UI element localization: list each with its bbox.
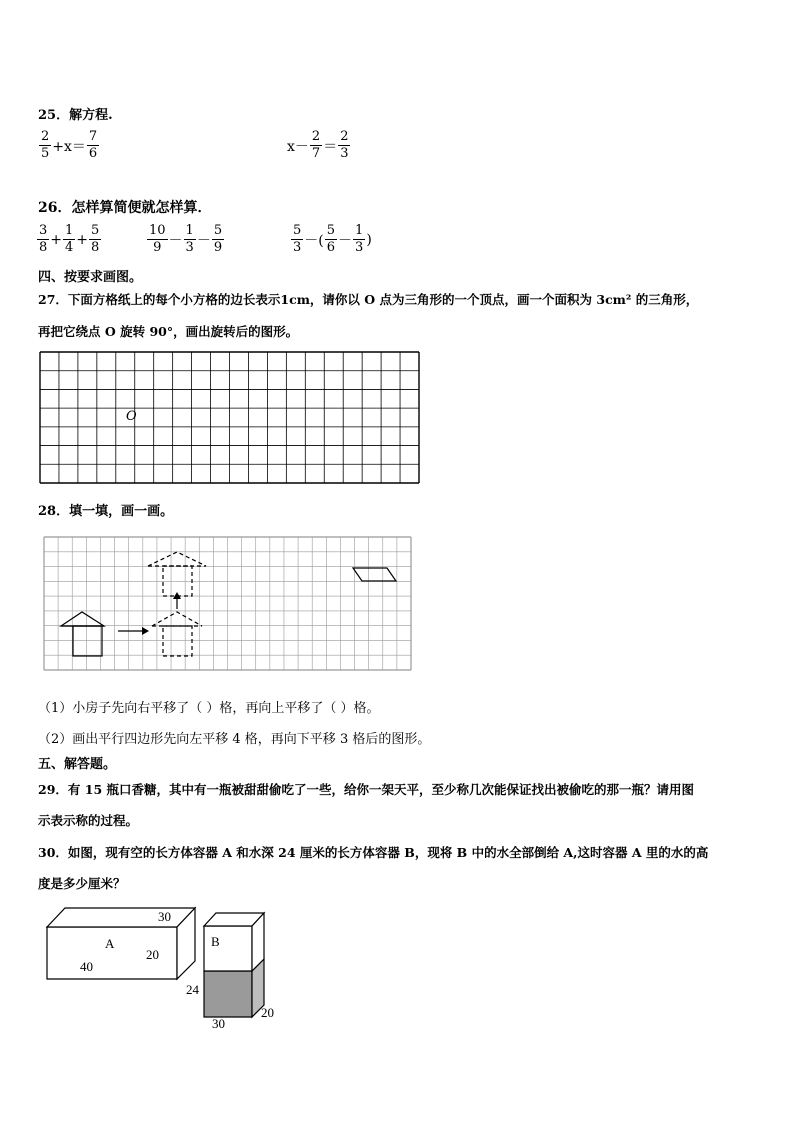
q27-point-o-label: O: [126, 409, 137, 424]
q30-text-line-2: 度是多少厘米？: [38, 876, 126, 891]
q28-sub-question-1: （1）小房子先向右平移了（ ）格，再向上平移了（ ）格。: [38, 701, 380, 716]
box-b-name: B: [211, 934, 220, 949]
q29-text-line-1: 29．有 15 瓶口香糖，其中有一瓶被甜甜偷吃了一些，给你一架天平，至少称几次能保证找出被偷吃的那一瓶？请用图: [38, 782, 694, 797]
box-a-height: 20: [146, 947, 159, 962]
container-a-figure: [44, 905, 194, 985]
q25-equation-1: $\frac{2}{5}$ +x＝ $\frac{7}{6}$: [41, 129, 98, 161]
box-a-length: 40: [80, 959, 93, 974]
q26-expression-3: $\frac{5}{3}$ －( $\frac{5}{6}$ － $\frac{1}{3}$ ): [293, 223, 372, 255]
box-a-width: 30: [158, 909, 171, 924]
q25-equation-2: x－ $\frac{2}{7}$ ＝ $\frac{2}{3}$: [287, 129, 349, 161]
q27-grid-paper[interactable]: [40, 352, 420, 484]
dashed-house-right: [152, 612, 202, 656]
section-4-heading: 四、按要求画图。: [38, 270, 143, 285]
q30-text-line-1: 30．如图，现有空的长方体容器 A 和水深 24 厘米的长方体容器 B，现将 B 中的水全部倒给 A,这时容器 A 里的水的高: [38, 845, 709, 860]
box-b-water-depth: 24: [186, 982, 199, 997]
parallelogram-shape: [353, 568, 396, 581]
q28-title: 28．填一填，画一画。: [38, 504, 174, 519]
box-b-width: 20: [261, 1005, 274, 1020]
section-5-heading: 五、解答题。: [38, 757, 117, 772]
q26-expression-2: $\frac{10}{9}$ － $\frac{1}{3}$ － $\frac{5}{9}$: [149, 223, 223, 255]
q28-sub-question-2: （2）画出平行四边形先向左平移 4 格，再向下平移 3 格后的图形。: [38, 732, 431, 747]
q25-title: 25．解方程.: [38, 108, 113, 123]
container-b-figure: [184, 910, 284, 1030]
box-b-length: 30: [212, 1016, 225, 1031]
box-a-name: A: [105, 936, 115, 951]
q28-grid-paper[interactable]: [44, 537, 412, 671]
q26-title: 26．怎样算简便就怎样算．: [38, 200, 212, 216]
q29-text-line-2: 示表示称的过程。: [38, 813, 139, 828]
q27-text-line-2: 再把它绕点 O 旋转 90°，画出旋转后的图形。: [38, 324, 299, 339]
house-body: [73, 626, 102, 656]
house-roof: [61, 612, 104, 626]
q26-expression-1: $\frac{3}{8}$ + $\frac{1}{4}$ + $\frac{5}{8}$: [39, 223, 100, 255]
q27-text-line-1: 27．下面方格纸上的每个小方格的边长表示1cm，请你以 O 点为三角形的一个顶点，画一个面积为 3cm² 的三角形，: [38, 292, 699, 307]
